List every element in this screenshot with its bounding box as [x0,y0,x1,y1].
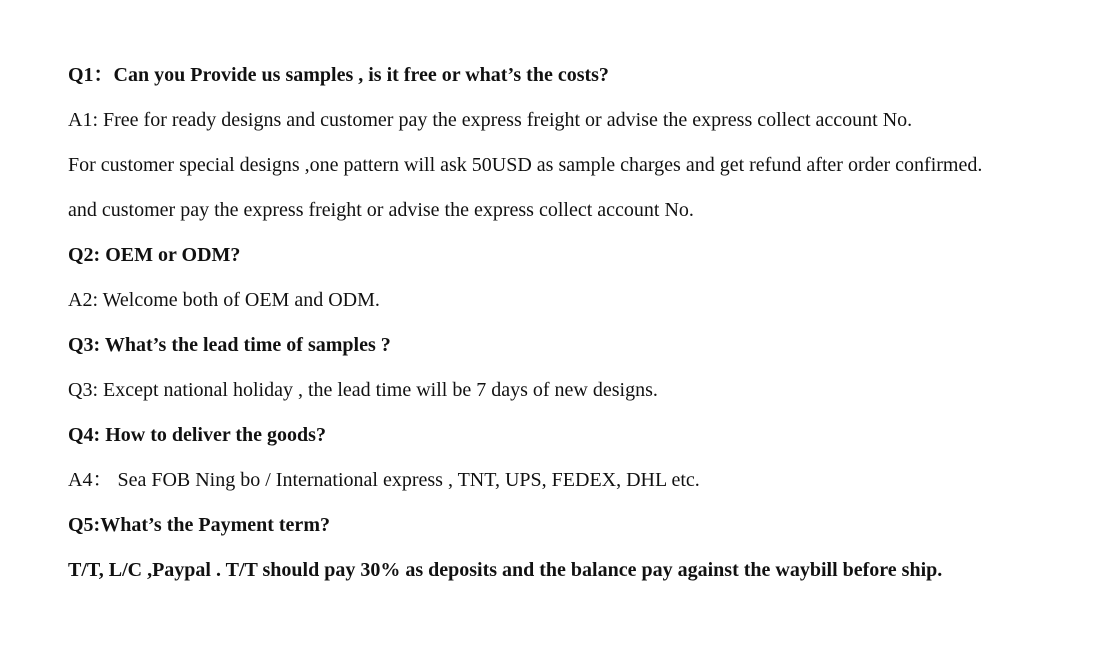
question-2: Q2: OEM or ODM? [68,244,241,266]
answer-2: A2: Welcome both of OEM and ODM. [68,289,380,311]
answer-3: Q3: Except national holiday , the lead time will be 7 days of new designs. [68,379,658,401]
answer-1-line-1: A1: Free for ready designs and customer pay the express freight or advise the express collect account No. [68,109,913,131]
question-1: Q1：Can you Provide us samples , is it free or what’s the costs? [68,64,609,86]
answer-4: A4： Sea FOB Ning bo / International express , TNT, UPS, FEDEX, DHL etc. [68,469,700,491]
answer-1-line-2: For customer special designs ,one pattern will ask 50USD as sample charges and get refund after order confirmed. [68,154,983,176]
answer-1-line-3: and customer pay the express freight or advise the express collect account No. [68,199,694,221]
faq-document [68,60,1108,600]
answer-5: T/T, L/C ,Paypal . T/T should pay 30% as deposits and the balance pay against the waybill before ship. [68,559,943,581]
question-3: Q3: What’s the lead time of samples ? [68,334,391,356]
question-5: Q5:What’s the Payment term? [68,514,330,536]
question-4: Q4: How to deliver the goods? [68,424,326,446]
